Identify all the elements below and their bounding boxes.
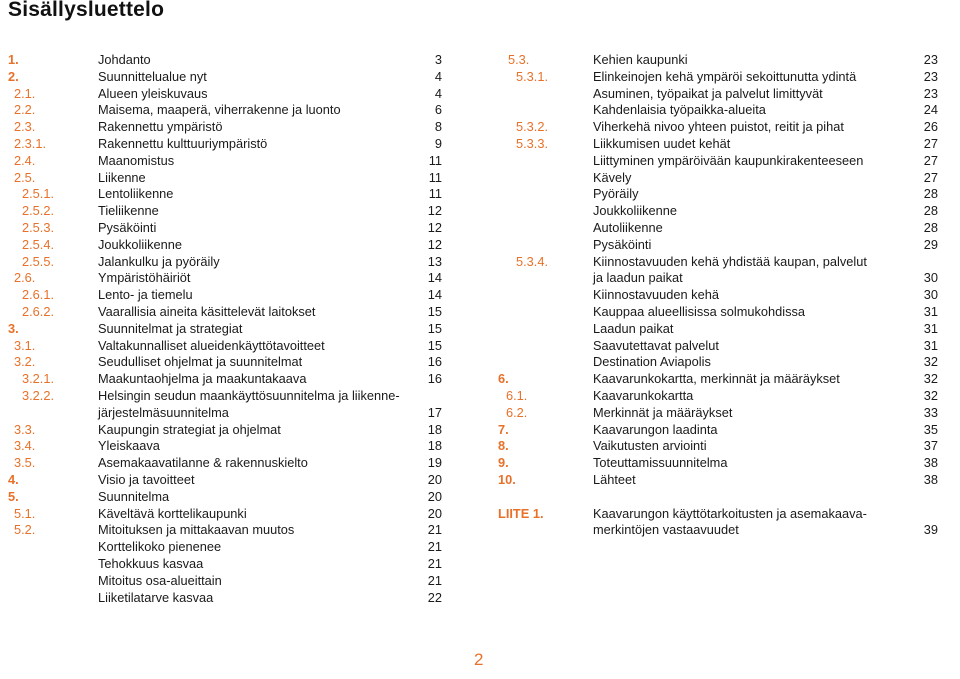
- toc-entry[interactable]: [494, 203, 954, 220]
- toc-entry-number: 2.5.: [14, 169, 36, 185]
- toc-entry-number: 2.5.3.: [22, 219, 55, 235]
- toc-entry-number: 3.2.2.: [22, 387, 55, 403]
- toc-entry-number: 2.5.5.: [22, 253, 55, 269]
- toc-entry-title: Suunnittelualue nyt: [98, 68, 207, 84]
- toc-entry[interactable]: [494, 220, 954, 237]
- toc-entry-number: 3.3.: [14, 421, 36, 437]
- toc-entry-page: 12: [427, 203, 442, 219]
- toc-entry[interactable]: [0, 522, 460, 539]
- toc-entry-title: Autoliikenne: [593, 219, 663, 235]
- toc-entry-title: Elinkeinojen kehä ympäröi sekoittunutta ydintä: [593, 68, 857, 84]
- toc-entry-number: 3.: [8, 320, 19, 336]
- toc-entry-title: Seudulliset ohjelmat ja suunnitelmat: [98, 354, 303, 370]
- toc-entry-page: 15: [427, 337, 442, 353]
- toc-entry-number: 2.3.: [14, 119, 36, 135]
- toc-entry[interactable]: [0, 119, 460, 136]
- toc-entry-page: 38: [923, 471, 938, 487]
- toc-entry-title: Toteuttamissuunnitelma: [593, 455, 728, 471]
- toc-entry-title: Vaikutusten arviointi: [593, 438, 707, 454]
- toc-entry-number: 2.2.: [14, 102, 36, 118]
- toc-entry[interactable]: [0, 153, 460, 170]
- toc-entry-number: 5.3.: [508, 52, 530, 67]
- toc-entry-title: Liittyminen ympäröivään kaupunkirakenteeseen: [593, 152, 864, 168]
- toc-entry-number: 2.4.: [14, 152, 36, 168]
- toc-entry-page: 26: [923, 119, 938, 135]
- toc-entry-title: Maisema, maaperä, viherrakenne ja luonto: [98, 102, 341, 118]
- toc-entry[interactable]: [0, 254, 460, 271]
- toc-entry-number: 3.1.: [14, 337, 36, 353]
- toc-entry-title: Pyöräily: [593, 186, 639, 202]
- toc-entry-number: 2.5.2.: [22, 203, 55, 219]
- toc-entry-page: 8: [434, 119, 442, 135]
- toc-entry[interactable]: [494, 506, 954, 540]
- toc-entry-title: Suunnitelmat ja strategiat: [98, 320, 243, 336]
- toc-entry-number: 7.: [498, 421, 509, 437]
- toc-entry-page: 11: [428, 186, 442, 202]
- toc-entry-page: 28: [923, 219, 938, 235]
- toc-entry-title: Kaavarungon käyttötarkoitusten ja asemakaava- merkintöjen vastaavuudet: [593, 505, 867, 538]
- page-title: Sisällysluettelo: [8, 0, 165, 21]
- toc-entry[interactable]: [0, 69, 460, 86]
- toc-entry-page: 15: [427, 303, 442, 319]
- toc-entry[interactable]: [0, 455, 460, 472]
- toc-entry-page: 18: [427, 438, 442, 454]
- toc-entry-title: Ympäristöhäiriöt: [98, 270, 191, 286]
- toc-entry-title: Helsingin seudun maankäyttösuunnitelma ja liikenne- järjestelmäsuunnitelma: [98, 387, 400, 420]
- toc-entry[interactable]: [494, 438, 954, 455]
- toc-entry[interactable]: [494, 86, 954, 103]
- toc-entry-number: 10.: [498, 471, 516, 487]
- toc-entry-title: Kiinnostavuuden kehä yhdistää kaupan, palvelut ja laadun paikat: [593, 253, 867, 286]
- toc-entry-title: Alueen yleiskuvaus: [98, 85, 208, 101]
- toc-entry-title: Asuminen, työpaikat ja palvelut limittyvät: [593, 85, 823, 101]
- toc-entry[interactable]: [0, 556, 460, 573]
- toc-entry-page: 38: [923, 455, 938, 471]
- toc-entry-number: 5.3.4.: [516, 253, 549, 269]
- toc-entry-number: 5.3.2.: [516, 119, 549, 135]
- toc-entry[interactable]: [494, 371, 954, 388]
- toc-entry[interactable]: [494, 287, 954, 304]
- toc-entry-number: 2.1.: [14, 85, 36, 101]
- toc-entry[interactable]: [494, 102, 954, 119]
- toc-entry[interactable]: [0, 186, 460, 203]
- toc-entry[interactable]: [0, 590, 460, 607]
- toc-entry-number: 1.: [8, 52, 19, 67]
- toc-entry-page: 12: [427, 236, 442, 252]
- toc-entry[interactable]: [0, 489, 460, 506]
- toc-entry[interactable]: [494, 388, 954, 405]
- toc-entry[interactable]: [0, 287, 460, 304]
- toc-entry[interactable]: [0, 472, 460, 489]
- toc-entry[interactable]: [0, 321, 460, 338]
- toc-entry-page: 28: [923, 186, 938, 202]
- toc-entry-page: 31: [923, 303, 938, 319]
- toc-entry-title: Laadun paikat: [593, 320, 674, 336]
- toc-entry-title: Pysäköinti: [98, 219, 157, 235]
- toc-entry-page: 29: [923, 236, 938, 252]
- toc-entry[interactable]: [494, 338, 954, 355]
- toc-entry[interactable]: [0, 388, 460, 422]
- toc-entry-title: Jalankulku ja pyöräily: [98, 253, 220, 269]
- toc-entry-number: 5.1.: [14, 505, 36, 521]
- toc-entry-title: Saavutettavat palvelut: [593, 337, 719, 353]
- toc-entry[interactable]: [0, 86, 460, 103]
- toc-entry[interactable]: [494, 237, 954, 254]
- toc-entry-title: Käveltävä korttelikaupunki: [98, 505, 247, 521]
- toc-entry-page: 21: [427, 572, 442, 588]
- toc-entry-page: 4: [434, 68, 442, 84]
- toc-entry[interactable]: [494, 422, 954, 439]
- toc-entry-page: 9: [434, 135, 442, 151]
- toc-entry[interactable]: [0, 136, 460, 153]
- toc-entry[interactable]: [0, 338, 460, 355]
- toc-right-column: [494, 52, 954, 539]
- toc-entry-title: Kauppaa alueellisissa solmukohdissa: [593, 303, 805, 319]
- toc-entry[interactable]: [0, 170, 460, 187]
- toc-entry-number: 2.6.1.: [22, 287, 55, 303]
- toc-entry-page: 14: [427, 270, 442, 286]
- toc-entry-page: 15: [427, 320, 442, 336]
- toc-entry-title: Asemakaavatilanne & rakennuskielto: [98, 455, 308, 471]
- toc-entry-number: 6.2.: [506, 404, 528, 420]
- toc-entry-page: 18: [427, 421, 442, 437]
- toc-entry[interactable]: [494, 304, 954, 321]
- toc-entry-title: Merkinnät ja määräykset: [593, 404, 733, 420]
- toc-entry-number: 6.1.: [506, 387, 528, 403]
- toc-entry[interactable]: [0, 220, 460, 237]
- toc-entry-page: 20: [427, 488, 442, 504]
- page-number: 2: [474, 650, 484, 669]
- toc-entry-title: Joukkoliikenne: [593, 203, 677, 219]
- toc-entry-number: 2.5.4.: [22, 236, 55, 252]
- toc-entry-title: Rakennettu ympäristö: [98, 119, 223, 135]
- toc-entry[interactable]: [0, 354, 460, 371]
- toc-entry[interactable]: [494, 254, 954, 288]
- toc-entry-number: 3.4.: [14, 438, 36, 454]
- toc-entry-page: 21: [427, 522, 442, 538]
- toc-entry-number: 2.6.2.: [22, 303, 55, 319]
- toc-entry-page: 32: [923, 371, 938, 387]
- toc-entry-page: 33: [923, 404, 938, 420]
- toc-entry-title: Visio ja tavoitteet: [98, 471, 195, 487]
- toc-entry-page: 3: [434, 52, 442, 67]
- toc-entry-title: Kaavarunkokartta, merkinnät ja määräykset: [593, 371, 840, 387]
- toc-entry[interactable]: [494, 69, 954, 86]
- toc-entry-title: Vaarallisia aineita käsittelevät laitokset: [98, 303, 316, 319]
- toc-entry[interactable]: [494, 186, 954, 203]
- toc-entry-title: Joukkoliikenne: [98, 236, 182, 252]
- toc-entry-page: 31: [923, 320, 938, 336]
- toc-entry[interactable]: [494, 321, 954, 338]
- toc-entry-page: 19: [427, 455, 442, 471]
- toc-entry-title: Kiinnostavuuden kehä: [593, 287, 719, 303]
- toc-entry[interactable]: [494, 455, 954, 472]
- toc-entry-title: Liikkumisen uudet kehät: [593, 135, 731, 151]
- toc-entry-number: 6.: [498, 371, 509, 387]
- toc-entry-title: Pysäköinti: [593, 236, 652, 252]
- toc-entry-number: 2.5.1.: [22, 186, 55, 202]
- toc-entry-title: Mitoituksen ja mittakaavan muutos: [98, 522, 295, 538]
- toc-entry-title: Viherkehä nivoo yhteen puistot, reitit ja pihat: [593, 119, 844, 135]
- toc-entry-page: 32: [923, 354, 938, 370]
- toc-entry-title: Korttelikoko pienenee: [98, 539, 222, 555]
- toc-entry-page: 30: [923, 287, 938, 303]
- toc-entry[interactable]: [494, 119, 954, 136]
- toc-entry-title: Maakuntaohjelma ja maakuntakaava: [98, 371, 307, 387]
- toc-entry[interactable]: [0, 237, 460, 254]
- toc-entry-page: 23: [923, 85, 938, 101]
- toc-entry[interactable]: [494, 170, 954, 187]
- toc-entry-title: Kehien kaupunki: [593, 52, 688, 67]
- toc-entry-title: Rakennettu kulttuuriympäristö: [98, 135, 268, 151]
- toc-entry-title: Tieliikenne: [98, 203, 159, 219]
- toc-entry-title: Kävely: [593, 169, 632, 185]
- toc-entry[interactable]: [0, 539, 460, 556]
- toc-entry[interactable]: [0, 52, 460, 69]
- toc-entry-page: 11: [428, 169, 442, 185]
- toc-entry-page: 21: [427, 539, 442, 555]
- toc-entry[interactable]: [0, 422, 460, 439]
- toc-entry-number: 4.: [8, 471, 19, 487]
- toc-entry[interactable]: [0, 304, 460, 321]
- toc-entry[interactable]: [0, 573, 460, 590]
- toc-entry-number: 5.3.3.: [516, 135, 549, 151]
- toc-entry-page: 4: [434, 85, 442, 101]
- toc-entry[interactable]: [494, 153, 954, 170]
- toc-entry-title: Kaavarungon laadinta: [593, 421, 718, 437]
- toc-entry-title: Kaupungin strategiat ja ohjelmat: [98, 421, 281, 437]
- toc-entry-number: 3.5.: [14, 455, 36, 471]
- toc-entry[interactable]: [0, 270, 460, 287]
- toc-entry-page: 37: [923, 438, 938, 454]
- toc-entry-number: 2.: [8, 68, 19, 84]
- toc-entry-number: 5.: [8, 488, 19, 504]
- toc-entry-page: 30: [923, 270, 938, 286]
- toc-entry[interactable]: [0, 438, 460, 455]
- toc-entry-title: Maanomistus: [98, 152, 175, 168]
- toc-entry[interactable]: [0, 203, 460, 220]
- toc-entry-number: 3.2.1.: [22, 371, 55, 387]
- toc-entry[interactable]: [494, 405, 954, 422]
- toc-entry-number: 5.2.: [14, 522, 36, 538]
- toc-entry-page: 12: [427, 219, 442, 235]
- toc-entry-page: 20: [427, 505, 442, 521]
- toc-entry-number: 8.: [498, 438, 509, 454]
- toc-entry-number: 2.6.: [14, 270, 36, 286]
- toc-entry-title: Kaavarunkokartta: [593, 387, 694, 403]
- toc-entry-page: 27: [923, 152, 938, 168]
- toc-entry-page: 21: [427, 555, 442, 571]
- toc-entry-page: 16: [427, 371, 442, 387]
- toc-entry-page: 24: [923, 102, 938, 118]
- toc-entry-title: Valtakunnalliset alueidenkäyttötavoitteet: [98, 337, 325, 353]
- toc-entry-number: 2.3.1.: [14, 135, 47, 151]
- toc-entry-page: 17: [427, 404, 442, 420]
- toc-entry-title: Destination Aviapolis: [593, 354, 711, 370]
- toc-entry-page: 35: [923, 421, 938, 437]
- toc-entry-page: 32: [923, 387, 938, 403]
- toc-entry-title: Liikenne: [98, 169, 146, 185]
- toc-entry-title: Liiketilatarve kasvaa: [98, 589, 214, 605]
- toc-entry[interactable]: [494, 354, 954, 371]
- toc-entry-title: Lentoliikenne: [98, 186, 174, 202]
- toc-entry[interactable]: [494, 52, 954, 69]
- toc-entry-number: LIITE 1.: [498, 505, 544, 521]
- toc-entry-title: Lähteet: [593, 471, 636, 487]
- toc-entry-title: Lento- ja tiemelu: [98, 287, 193, 303]
- toc-entry-title: Yleiskaava: [98, 438, 160, 454]
- toc-entry-page: 13: [427, 253, 442, 269]
- toc-entry-page: 39: [923, 522, 938, 538]
- toc-entry-page: 14: [427, 287, 442, 303]
- toc-entry-page: 22: [427, 589, 442, 605]
- toc-entry-title: Kahdenlaisia työpaikka-alueita: [593, 102, 766, 118]
- toc-entry-number: 5.3.1.: [516, 68, 549, 84]
- toc-entry-page: 20: [427, 471, 442, 487]
- toc-entry-page: 28: [923, 203, 938, 219]
- toc-entry-title: Suunnitelma: [98, 488, 170, 504]
- toc-entry-page: 31: [923, 337, 938, 353]
- toc-entry-page: 23: [923, 68, 938, 84]
- toc-entry[interactable]: [494, 136, 954, 153]
- toc-entry-title: Mitoitus osa-alueittain: [98, 572, 222, 588]
- toc-entry-page: 16: [427, 354, 442, 370]
- toc-entry[interactable]: [0, 371, 460, 388]
- toc-entry-number: 9.: [498, 455, 509, 471]
- toc-left-column: [0, 52, 460, 606]
- toc-entry-page: 27: [923, 169, 938, 185]
- toc-entry[interactable]: [0, 102, 460, 119]
- toc-entry[interactable]: [494, 472, 954, 489]
- toc-entry-title: Tehokkuus kasvaa: [98, 555, 204, 571]
- toc-entry-page: 27: [923, 135, 938, 151]
- toc-entry-page: 6: [434, 102, 442, 118]
- toc-entry-page: 23: [923, 52, 938, 67]
- toc-entry-page: 11: [428, 152, 442, 168]
- toc-entry-title: Johdanto: [98, 52, 151, 67]
- toc-entry[interactable]: [0, 506, 460, 523]
- toc-entry-number: 3.2.: [14, 354, 36, 370]
